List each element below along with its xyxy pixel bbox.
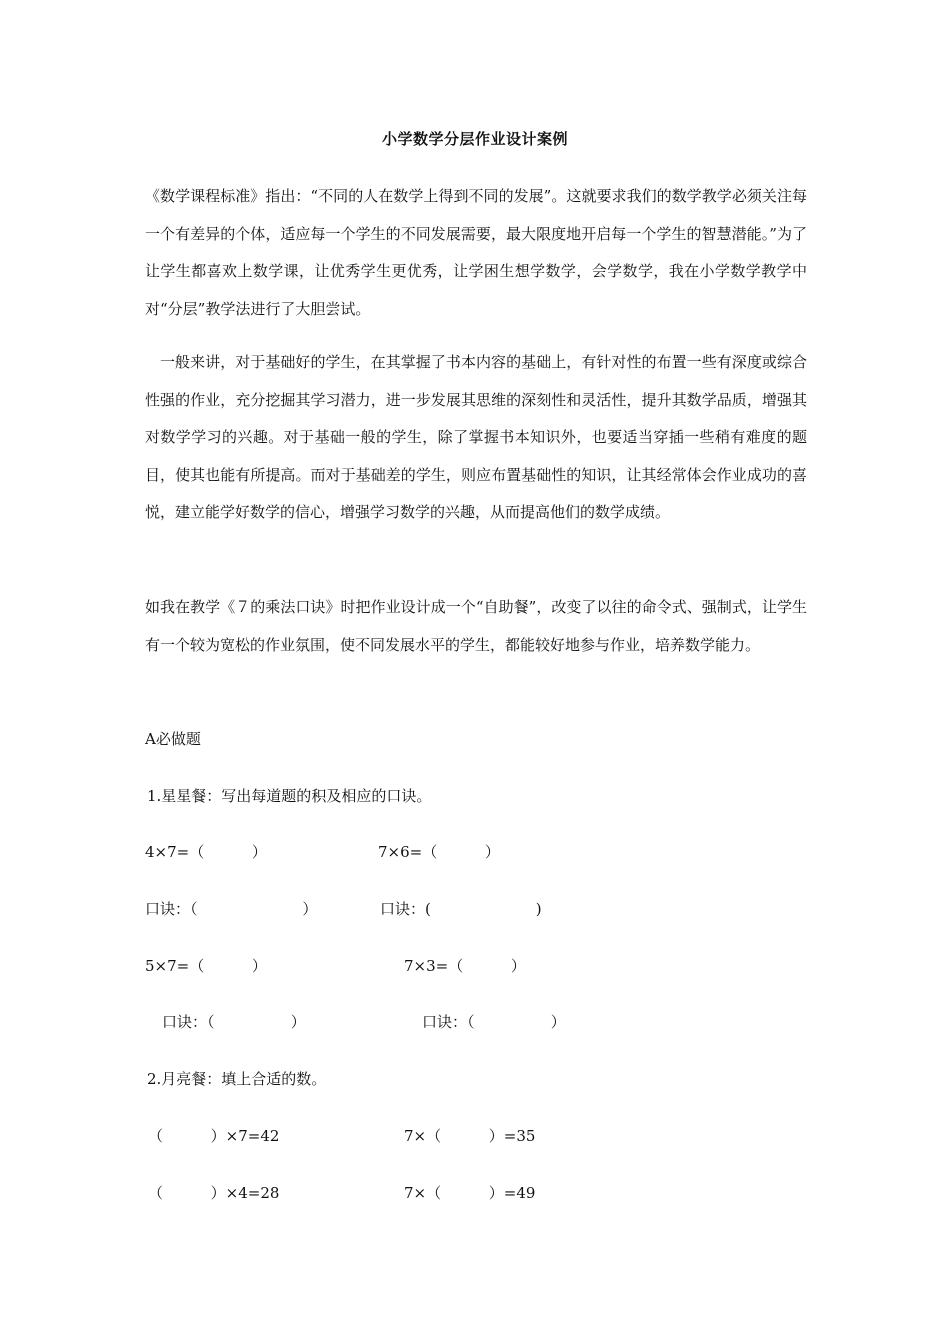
question-2-heading: 2.月亮餐：填上合适的数。	[147, 1070, 327, 1088]
q1-exercise-4: 7×3=（ ）	[404, 957, 526, 975]
document-title: 小学数学分层作业设计案例	[381, 130, 568, 148]
q1-rhyme-3: 口诀：（ ）	[162, 1013, 306, 1031]
section-a-heading: A必做题	[145, 730, 201, 748]
paragraph-intro: 《数学课程标准》指出：“不同的人在数学上得到不同的发展”。这就要求我们的数学教学必须关注每一个有差异的个体，适应每一个学生的不同发展需要，最大限度地开启每一个学生的智慧潜能。”为了让学生都喜欢上数学课，让优秀学生更优秀，让学困生想学数学，会学数学，我在小学数学教学中对“分层”教学法进行了大胆尝试。	[145, 187, 807, 318]
q2-exercise-3: （ ）×4=28	[148, 1184, 280, 1202]
q2-exercise-4: 7×（ ）=49	[404, 1184, 536, 1202]
q1-exercise-2: 7×6=（ ）	[378, 843, 500, 861]
q2-exercise-2: 7×（ ）=35	[404, 1127, 536, 1145]
q1-rhyme-1: 口诀：（ ）	[145, 900, 318, 918]
question-1-heading: 1.星星餐：写出每道题的积及相应的口诀。	[147, 787, 432, 805]
q1-exercise-3: 5×7=（ ）	[145, 957, 267, 975]
q1-rhyme-2: 口诀：( )	[380, 900, 542, 918]
paragraph-example: 如我在教学《７的乘法口诀》时把作业设计成一个“自助餐”，改变了以往的命令式、强制式，让学生有一个较为宽松的作业氛围，使不同发展水平的学生，都能较好地参与作业，培养数学能力。	[145, 598, 807, 654]
q1-rhyme-4: 口诀：（ ）	[422, 1013, 566, 1031]
paragraph-layering: 一般来讲，对于基础好的学生，在其掌握了书本内容的基础上，有针对性的布置一些有深度或综合性强的作业，充分挖掘其学习潜力，进一步发展其思维的深刻性和灵活性，提升其数学品质，增强其对数学学习的兴趣。对于基础一般的学生，除了掌握书本知识外，也要适当穿插一些稍有难度的题目，使其也能有所提高。而对于基础差的学生，则应布置基础性的知识，让其经常体会作业成功的喜悦，建立能学好数学的信心，增强学习数学的兴趣，从而提高他们的数学成绩。	[145, 353, 807, 521]
q1-exercise-1: 4×7=（ ）	[145, 843, 267, 861]
q2-exercise-1: （ ）×7=42	[148, 1127, 280, 1145]
